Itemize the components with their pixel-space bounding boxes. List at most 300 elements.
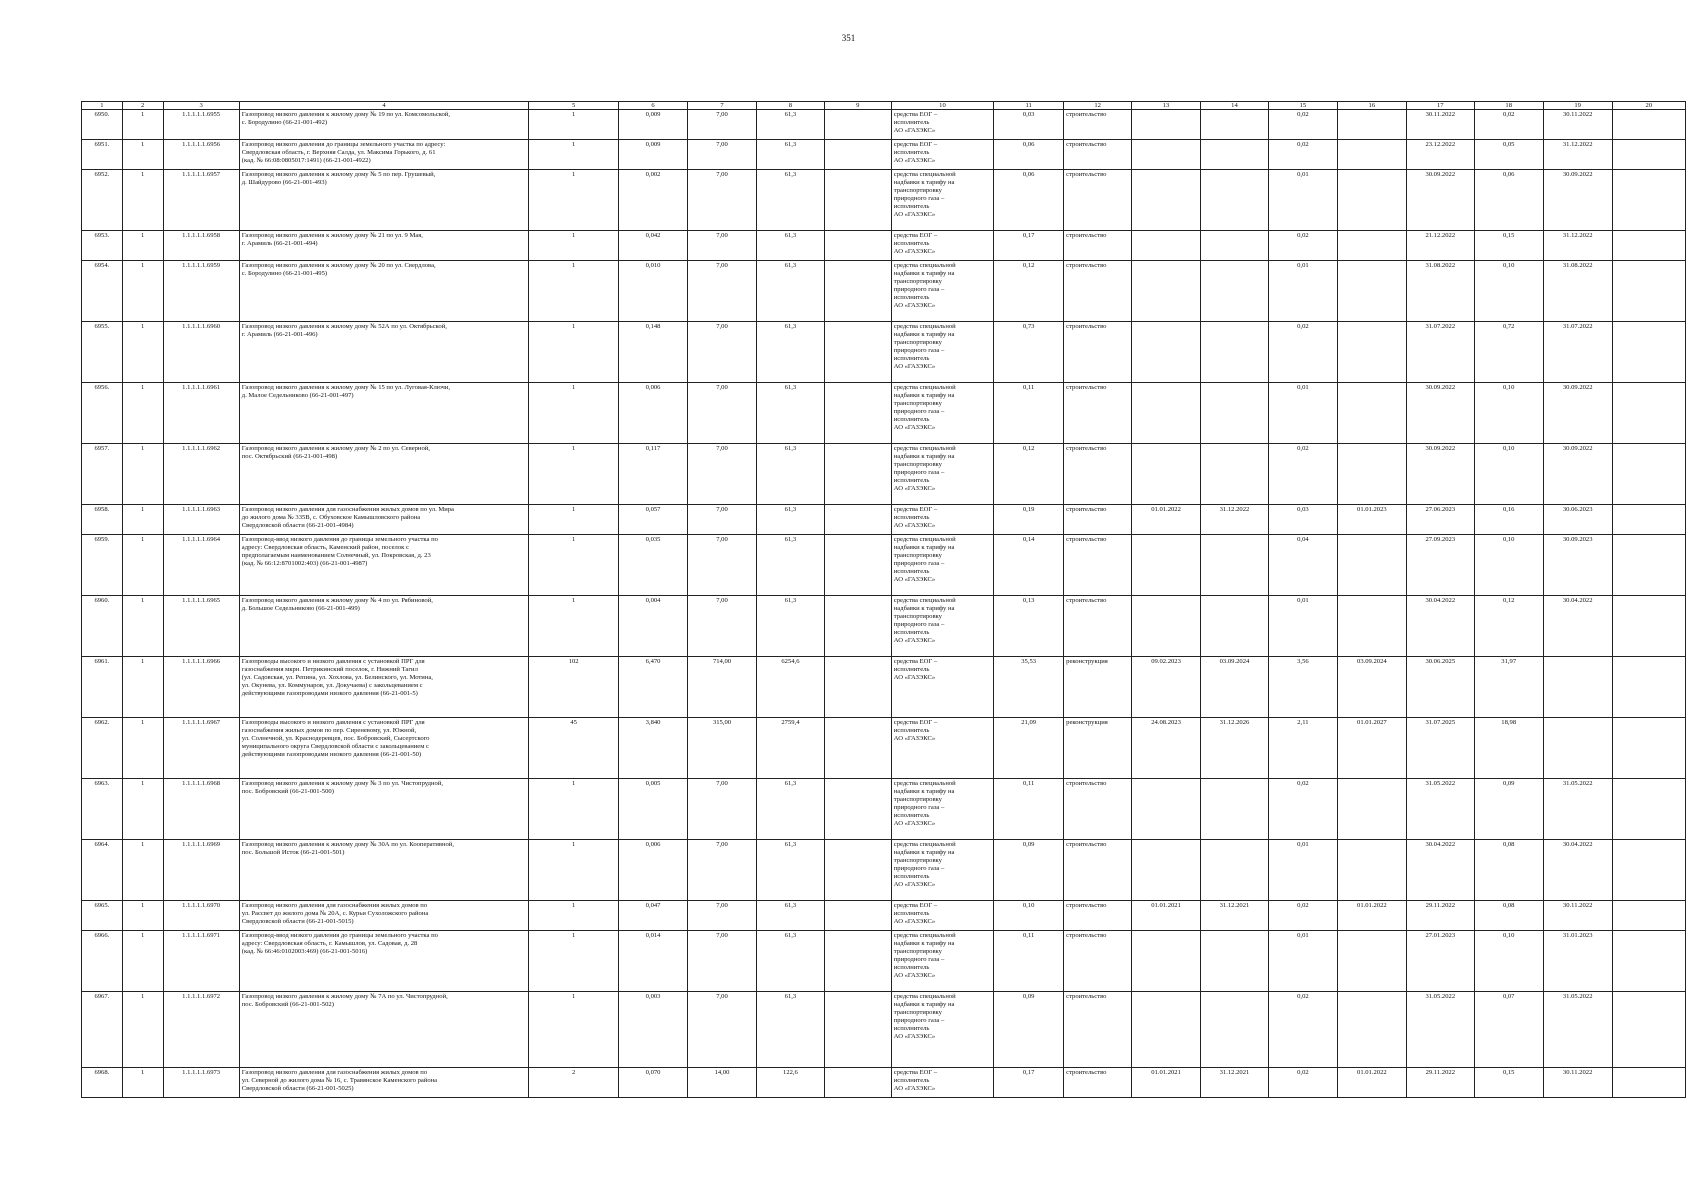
- funding-source-cell: средства специальной надбавки к тарифу на транспортировку природного газа – исполнитель АО «ГАЗЭКС»: [891, 170, 993, 231]
- code-cell: 1.1.1.1.1.6959: [163, 261, 239, 322]
- col2-cell: 1: [122, 718, 163, 779]
- col11-cell: 35,53: [994, 657, 1064, 718]
- col8-cell: 61,3: [756, 322, 824, 383]
- col18-cell: 0,10: [1474, 931, 1543, 992]
- col18-cell: 0,09: [1474, 779, 1543, 840]
- col2-cell: 1: [122, 322, 163, 383]
- start-date-cell: [1132, 140, 1201, 170]
- col5-cell: 1: [529, 840, 619, 901]
- col7-cell: 7,00: [688, 779, 757, 840]
- col15-cell: 2,11: [1268, 718, 1337, 779]
- table-row: [82, 840, 1686, 901]
- row-number: 6954.: [82, 261, 123, 322]
- col5-cell: 1: [529, 322, 619, 383]
- end-date-cell: [1201, 779, 1269, 840]
- end-date-cell: 31.12.2021: [1201, 1068, 1269, 1098]
- column-number: 12: [1064, 102, 1132, 110]
- col9-cell: [824, 261, 891, 322]
- start-date-cell: [1132, 383, 1201, 444]
- start-date-cell: [1132, 444, 1201, 505]
- work-type-cell: строительство: [1064, 140, 1132, 170]
- col7-cell: 315,00: [688, 718, 757, 779]
- row-number: 6951.: [82, 140, 123, 170]
- col8-cell: 61,3: [756, 231, 824, 261]
- col20-cell: [1612, 931, 1685, 992]
- work-type-cell: строительство: [1064, 535, 1132, 596]
- funding-source-cell: средства ЕОГ – исполнитель АО «ГАЗЭКС»: [891, 140, 993, 170]
- col20-cell: [1612, 596, 1685, 657]
- col7-cell: 7,00: [688, 110, 757, 140]
- work-type-cell: строительство: [1064, 901, 1132, 931]
- col9-cell: [824, 657, 891, 718]
- col16-cell: [1337, 170, 1406, 231]
- object-name-cell: Газопроводы высокого и низкого давления с установкой ПРГ для газоснабжения мкрн. Петрикинский поселок, г. Нижний Тагил (ул. Садовская, ул. Репина, ул. Хохлова, ул. Белинского, ул. Мотина, ул. Окунева, ул. Коммунаров, ул. Докучаева) с закольцеванием с действующими газопроводами низкого давления (66-21-001-5): [239, 657, 528, 718]
- col19-date-cell: [1543, 718, 1612, 779]
- column-number: 4: [239, 102, 528, 110]
- object-name-cell: Газопровод низкого давления к жилому дому № 3 по ул. Чистопрудной, пос. Бобровский (66-21-001-500): [239, 779, 528, 840]
- col9-cell: [824, 992, 891, 1068]
- col15-cell: 3,56: [1268, 657, 1337, 718]
- funding-source-cell: средства специальной надбавки к тарифу на транспортировку природного газа – исполнитель АО «ГАЗЭКС»: [891, 322, 993, 383]
- completion-date-cell: 27.09.2023: [1406, 535, 1474, 596]
- col16-cell: [1337, 444, 1406, 505]
- row-number: 6953.: [82, 231, 123, 261]
- start-date-cell: 01.01.2021: [1132, 901, 1201, 931]
- col19-date-cell: 30.09.2022: [1543, 383, 1612, 444]
- column-number: 13: [1132, 102, 1201, 110]
- code-cell: 1.1.1.1.1.6962: [163, 444, 239, 505]
- length-cell: 0,070: [619, 1068, 688, 1098]
- col15-cell: 0,01: [1268, 261, 1337, 322]
- end-date-cell: [1201, 535, 1269, 596]
- col15-cell: 0,01: [1268, 596, 1337, 657]
- col18-cell: 0,10: [1474, 383, 1543, 444]
- length-cell: 0,042: [619, 231, 688, 261]
- row-number: 6962.: [82, 718, 123, 779]
- table-row: [82, 261, 1686, 322]
- col5-cell: 1: [529, 383, 619, 444]
- completion-date-cell: 31.08.2022: [1406, 261, 1474, 322]
- col5-cell: 1: [529, 535, 619, 596]
- col15-cell: 0,01: [1268, 170, 1337, 231]
- object-name-cell: Газопровод низкого давления к жилому дому № 5 по пер. Грушевый, д. Шайдурово (66-21-001-493): [239, 170, 528, 231]
- col19-date-cell: 30.11.2022: [1543, 110, 1612, 140]
- end-date-cell: [1201, 992, 1269, 1068]
- length-cell: 0,035: [619, 535, 688, 596]
- col20-cell: [1612, 718, 1685, 779]
- col9-cell: [824, 322, 891, 383]
- work-type-cell: строительство: [1064, 505, 1132, 535]
- end-date-cell: [1201, 170, 1269, 231]
- work-type-cell: строительство: [1064, 110, 1132, 140]
- work-type-cell: строительство: [1064, 931, 1132, 992]
- object-name-cell: Газопровод низкого давления к жилому дому № 21 по ул. 9 Мая, г. Арамиль (66-21-001-494): [239, 231, 528, 261]
- col15-cell: 0,01: [1268, 383, 1337, 444]
- col7-cell: 7,00: [688, 596, 757, 657]
- col16-cell: 01.01.2022: [1337, 1068, 1406, 1098]
- col20-cell: [1612, 140, 1685, 170]
- table-row: [82, 383, 1686, 444]
- object-name-cell: Газопровод низкого давления для газоснабжения жилых домов по ул. Северной до жилого дома № 16, с. Травянское Каменского района Свердловской области (66-21-001-5025): [239, 1068, 528, 1098]
- col20-cell: [1612, 110, 1685, 140]
- object-name-cell: Газопроводы высокого и низкого давления с установкой ПРГ для газоснабжения жилых домов по пер. Сиреневому, ул. Южной, ул. Солнечной, ул. Краснодеревцев, пос. Бобровский, Сысертского муниципального округа Свердловской области с закольцеванием с действующими газопроводами низкого давления (66-21-001-50): [239, 718, 528, 779]
- object-name-cell: Газопровод-ввод низкого давления до границы земельного участка по адресу: Свердловская область, г. Камышлов, ул. Садовая, д. 28 (кад. № 66:46:0102003:469) (66-21-001-5016): [239, 931, 528, 992]
- work-type-cell: строительство: [1064, 444, 1132, 505]
- completion-date-cell: 29.11.2022: [1406, 901, 1474, 931]
- col18-cell: 0,72: [1474, 322, 1543, 383]
- col20-cell: [1612, 505, 1685, 535]
- col19-date-cell: 31.07.2022: [1543, 322, 1612, 383]
- col2-cell: 1: [122, 231, 163, 261]
- length-cell: 0,006: [619, 383, 688, 444]
- col19-date-cell: 31.12.2022: [1543, 231, 1612, 261]
- object-name-cell: Газопровод низкого давления к жилому дому № 7А по ул. Чистопрудной, пос. Бобровский (66-21-001-502): [239, 992, 528, 1068]
- end-date-cell: [1201, 231, 1269, 261]
- col5-cell: 1: [529, 931, 619, 992]
- row-number: 6957.: [82, 444, 123, 505]
- col2-cell: 1: [122, 140, 163, 170]
- col8-cell: 61,3: [756, 505, 824, 535]
- col8-cell: 61,3: [756, 110, 824, 140]
- row-number: 6964.: [82, 840, 123, 901]
- col9-cell: [824, 779, 891, 840]
- col5-cell: 1: [529, 596, 619, 657]
- start-date-cell: [1132, 992, 1201, 1068]
- object-name-cell: Газопровод низкого давления к жилому дому № 2 по ул. Северной, пос. Октябрьский (66-21-001-498): [239, 444, 528, 505]
- table-row: [82, 535, 1686, 596]
- row-number: 6950.: [82, 110, 123, 140]
- row-number: 6959.: [82, 535, 123, 596]
- completion-date-cell: 30.09.2022: [1406, 444, 1474, 505]
- col20-cell: [1612, 840, 1685, 901]
- col20-cell: [1612, 1068, 1685, 1098]
- col7-cell: 7,00: [688, 992, 757, 1068]
- page-number: 351: [841, 33, 856, 43]
- col2-cell: 1: [122, 596, 163, 657]
- col20-cell: [1612, 992, 1685, 1068]
- row-number: 6961.: [82, 657, 123, 718]
- col16-cell: [1337, 140, 1406, 170]
- col7-cell: 7,00: [688, 322, 757, 383]
- col20-cell: [1612, 322, 1685, 383]
- investment-register-table: [81, 101, 1686, 1098]
- col19-date-cell: 31.01.2023: [1543, 931, 1612, 992]
- col8-cell: 122,6: [756, 1068, 824, 1098]
- col16-cell: [1337, 261, 1406, 322]
- start-date-cell: 24.08.2023: [1132, 718, 1201, 779]
- col11-cell: 0,73: [994, 322, 1064, 383]
- start-date-cell: 01.01.2022: [1132, 505, 1201, 535]
- col5-cell: 1: [529, 505, 619, 535]
- row-number: 6960.: [82, 596, 123, 657]
- col5-cell: 1: [529, 779, 619, 840]
- col5-cell: 1: [529, 444, 619, 505]
- col20-cell: [1612, 383, 1685, 444]
- code-cell: 1.1.1.1.1.6956: [163, 140, 239, 170]
- table-row: [82, 596, 1686, 657]
- col5-cell: 1: [529, 170, 619, 231]
- col18-cell: 0,05: [1474, 140, 1543, 170]
- col5-cell: 2: [529, 1068, 619, 1098]
- start-date-cell: [1132, 261, 1201, 322]
- col8-cell: 61,3: [756, 901, 824, 931]
- table-row: [82, 110, 1686, 140]
- end-date-cell: [1201, 322, 1269, 383]
- col9-cell: [824, 383, 891, 444]
- work-type-cell: строительство: [1064, 170, 1132, 231]
- column-number: 8: [756, 102, 824, 110]
- col11-cell: 0,11: [994, 779, 1064, 840]
- code-cell: 1.1.1.1.1.6957: [163, 170, 239, 231]
- table-row: [82, 718, 1686, 779]
- col19-date-cell: 30.09.2023: [1543, 535, 1612, 596]
- length-cell: 0,009: [619, 140, 688, 170]
- column-number: 3: [163, 102, 239, 110]
- col19-date-cell: 30.04.2022: [1543, 596, 1612, 657]
- end-date-cell: [1201, 931, 1269, 992]
- col18-cell: 0,10: [1474, 535, 1543, 596]
- column-number: 20: [1612, 102, 1685, 110]
- funding-source-cell: средства ЕОГ – исполнитель АО «ГАЗЭКС»: [891, 231, 993, 261]
- end-date-cell: [1201, 444, 1269, 505]
- col9-cell: [824, 718, 891, 779]
- object-name-cell: Газопровод низкого давления до границы земельного участка по адресу: Свердловская область, г. Верхняя Салда, ул. Максима Горького, д. 61 (кад. № 66:08:0805017:1491) (66-21-001-4922): [239, 140, 528, 170]
- col18-cell: 0,16: [1474, 505, 1543, 535]
- col2-cell: 1: [122, 779, 163, 840]
- table-row: [82, 657, 1686, 718]
- end-date-cell: [1201, 261, 1269, 322]
- work-type-cell: строительство: [1064, 840, 1132, 901]
- code-cell: 1.1.1.1.1.6964: [163, 535, 239, 596]
- col20-cell: [1612, 657, 1685, 718]
- row-number: 6966.: [82, 931, 123, 992]
- col8-cell: 61,3: [756, 992, 824, 1068]
- completion-date-cell: 21.12.2022: [1406, 231, 1474, 261]
- col5-cell: 1: [529, 110, 619, 140]
- col8-cell: 2759,4: [756, 718, 824, 779]
- col16-cell: [1337, 992, 1406, 1068]
- length-cell: 0,010: [619, 261, 688, 322]
- col11-cell: 0,11: [994, 931, 1064, 992]
- col9-cell: [824, 170, 891, 231]
- length-cell: 0,006: [619, 840, 688, 901]
- col7-cell: 7,00: [688, 261, 757, 322]
- funding-source-cell: средства ЕОГ – исполнитель АО «ГАЗЭКС»: [891, 505, 993, 535]
- col15-cell: 0,02: [1268, 444, 1337, 505]
- funding-source-cell: средства ЕОГ – исполнитель АО «ГАЗЭКС»: [891, 1068, 993, 1098]
- object-name-cell: Газопровод низкого давления к жилому дому № 19 по ул. Комсомольской, с. Бородулино (66-21-001-492): [239, 110, 528, 140]
- funding-source-cell: средства специальной надбавки к тарифу на транспортировку природного газа – исполнитель АО «ГАЗЭКС»: [891, 840, 993, 901]
- col15-cell: 0,02: [1268, 901, 1337, 931]
- col11-cell: 0,06: [994, 170, 1064, 231]
- work-type-cell: строительство: [1064, 992, 1132, 1068]
- table-row: [82, 140, 1686, 170]
- code-cell: 1.1.1.1.1.6968: [163, 779, 239, 840]
- col18-cell: 0,07: [1474, 992, 1543, 1068]
- start-date-cell: [1132, 535, 1201, 596]
- row-number: 6958.: [82, 505, 123, 535]
- code-cell: 1.1.1.1.1.6966: [163, 657, 239, 718]
- start-date-cell: 01.01.2021: [1132, 1068, 1201, 1098]
- completion-date-cell: 23.12.2022: [1406, 140, 1474, 170]
- table-row: [82, 322, 1686, 383]
- length-cell: 3,840: [619, 718, 688, 779]
- col20-cell: [1612, 779, 1685, 840]
- col11-cell: 0,03: [994, 110, 1064, 140]
- completion-date-cell: 31.07.2022: [1406, 322, 1474, 383]
- col7-cell: 7,00: [688, 535, 757, 596]
- code-cell: 1.1.1.1.1.6958: [163, 231, 239, 261]
- col7-cell: 7,00: [688, 231, 757, 261]
- col7-cell: 7,00: [688, 840, 757, 901]
- col18-cell: 0,10: [1474, 261, 1543, 322]
- col16-cell: 01.01.2023: [1337, 505, 1406, 535]
- start-date-cell: [1132, 779, 1201, 840]
- col11-cell: 0,13: [994, 596, 1064, 657]
- funding-source-cell: средства специальной надбавки к тарифу на транспортировку природного газа – исполнитель АО «ГАЗЭКС»: [891, 444, 993, 505]
- work-type-cell: строительство: [1064, 383, 1132, 444]
- column-number: 14: [1201, 102, 1269, 110]
- col15-cell: 0,03: [1268, 505, 1337, 535]
- end-date-cell: 31.12.2022: [1201, 505, 1269, 535]
- end-date-cell: 03.09.2024: [1201, 657, 1269, 718]
- col18-cell: 0,15: [1474, 1068, 1543, 1098]
- code-cell: 1.1.1.1.1.6972: [163, 992, 239, 1068]
- object-name-cell: Газопровод низкого давления к жилому дому № 4 по ул. Рябиновой, д. Большое Седельниково (66-21-001-499): [239, 596, 528, 657]
- col2-cell: 1: [122, 170, 163, 231]
- end-date-cell: 31.12.2026: [1201, 718, 1269, 779]
- funding-source-cell: средства ЕОГ – исполнитель АО «ГАЗЭКС»: [891, 901, 993, 931]
- row-number: 6963.: [82, 779, 123, 840]
- col9-cell: [824, 444, 891, 505]
- column-number: 11: [994, 102, 1064, 110]
- funding-source-cell: средства специальной надбавки к тарифу на транспортировку природного газа – исполнитель АО «ГАЗЭКС»: [891, 992, 993, 1068]
- code-cell: 1.1.1.1.1.6960: [163, 322, 239, 383]
- column-number: 2: [122, 102, 163, 110]
- object-name-cell: Газопровод низкого давления для газоснабжения жилых домов по ул. Рассвет до жилого дома № 20А, с. Курьи Сухоложского района Свердловской области (66-21-001-5015): [239, 901, 528, 931]
- end-date-cell: [1201, 110, 1269, 140]
- col15-cell: 0,02: [1268, 779, 1337, 840]
- object-name-cell: Газопровод-ввод низкого давления до границы земельного участка по адресу: Свердловская область, Каменский район, поселок с предполагаемым наименованием Солнечный, ул. Покровская, д. 23 (кад. № 66:12:8701002:403) (66-21-001-4987): [239, 535, 528, 596]
- col18-cell: 0,06: [1474, 170, 1543, 231]
- col8-cell: 6254,6: [756, 657, 824, 718]
- col16-cell: [1337, 110, 1406, 140]
- col5-cell: 1: [529, 992, 619, 1068]
- col2-cell: 1: [122, 901, 163, 931]
- col11-cell: 0,10: [994, 901, 1064, 931]
- code-cell: 1.1.1.1.1.6967: [163, 718, 239, 779]
- completion-date-cell: 30.04.2022: [1406, 840, 1474, 901]
- col11-cell: 21,09: [994, 718, 1064, 779]
- completion-date-cell: 30.04.2022: [1406, 596, 1474, 657]
- funding-source-cell: средства специальной надбавки к тарифу на транспортировку природного газа – исполнитель АО «ГАЗЭКС»: [891, 535, 993, 596]
- work-type-cell: строительство: [1064, 261, 1132, 322]
- length-cell: 0,057: [619, 505, 688, 535]
- length-cell: 0,005: [619, 779, 688, 840]
- table-row: [82, 170, 1686, 231]
- row-number: 6955.: [82, 322, 123, 383]
- object-name-cell: Газопровод низкого давления для газоснабжения жилых домов по ул. Мира до жилого дома № 335В, с. Обуховское Камышловского района Свердловской области (66-21-001-4984): [239, 505, 528, 535]
- col2-cell: 1: [122, 657, 163, 718]
- work-type-cell: строительство: [1064, 231, 1132, 261]
- col2-cell: 1: [122, 840, 163, 901]
- code-cell: 1.1.1.1.1.6963: [163, 505, 239, 535]
- start-date-cell: [1132, 170, 1201, 231]
- col19-date-cell: 30.06.2023: [1543, 505, 1612, 535]
- col19-date-cell: 31.08.2022: [1543, 261, 1612, 322]
- col7-cell: 7,00: [688, 383, 757, 444]
- col16-cell: [1337, 535, 1406, 596]
- col9-cell: [824, 110, 891, 140]
- start-date-cell: [1132, 931, 1201, 992]
- row-number: 6967.: [82, 992, 123, 1068]
- column-number: 6: [619, 102, 688, 110]
- object-name-cell: Газопровод низкого давления к жилому дому № 30А по ул. Кооперативной, пос. Большой Исток (66-21-001-501): [239, 840, 528, 901]
- completion-date-cell: 30.11.2022: [1406, 110, 1474, 140]
- col7-cell: 7,00: [688, 901, 757, 931]
- completion-date-cell: 29.11.2022: [1406, 1068, 1474, 1098]
- column-number: 16: [1337, 102, 1406, 110]
- end-date-cell: [1201, 140, 1269, 170]
- completion-date-cell: 31.05.2022: [1406, 992, 1474, 1068]
- col11-cell: 0,12: [994, 261, 1064, 322]
- work-type-cell: реконструкция: [1064, 718, 1132, 779]
- row-number: 6956.: [82, 383, 123, 444]
- work-type-cell: строительство: [1064, 1068, 1132, 1098]
- col11-cell: 0,17: [994, 1068, 1064, 1098]
- col7-cell: 7,00: [688, 140, 757, 170]
- length-cell: 0,002: [619, 170, 688, 231]
- col5-cell: 1: [529, 901, 619, 931]
- column-number: 9: [824, 102, 891, 110]
- col8-cell: 61,3: [756, 140, 824, 170]
- end-date-cell: 31.12.2021: [1201, 901, 1269, 931]
- col11-cell: 0,17: [994, 231, 1064, 261]
- column-number: 19: [1543, 102, 1612, 110]
- table-row: [82, 779, 1686, 840]
- col15-cell: 0,02: [1268, 110, 1337, 140]
- col20-cell: [1612, 901, 1685, 931]
- work-type-cell: реконструкция: [1064, 657, 1132, 718]
- col7-cell: 7,00: [688, 931, 757, 992]
- col18-cell: 31,97: [1474, 657, 1543, 718]
- length-cell: 0,004: [619, 596, 688, 657]
- col15-cell: 0,01: [1268, 931, 1337, 992]
- col9-cell: [824, 596, 891, 657]
- col2-cell: 1: [122, 383, 163, 444]
- completion-date-cell: 31.07.2025: [1406, 718, 1474, 779]
- table-row: [82, 931, 1686, 992]
- col16-cell: [1337, 383, 1406, 444]
- col16-cell: [1337, 931, 1406, 992]
- col19-date-cell: 30.09.2022: [1543, 170, 1612, 231]
- col8-cell: 61,3: [756, 840, 824, 901]
- end-date-cell: [1201, 596, 1269, 657]
- row-number: 6965.: [82, 901, 123, 931]
- col16-cell: [1337, 840, 1406, 901]
- col5-cell: 1: [529, 261, 619, 322]
- col18-cell: 0,12: [1474, 596, 1543, 657]
- col19-date-cell: 30.04.2022: [1543, 840, 1612, 901]
- col2-cell: 1: [122, 535, 163, 596]
- completion-date-cell: 27.01.2023: [1406, 931, 1474, 992]
- code-cell: 1.1.1.1.1.6973: [163, 1068, 239, 1098]
- col16-cell: 01.01.2022: [1337, 901, 1406, 931]
- col5-cell: 45: [529, 718, 619, 779]
- funding-source-cell: средства специальной надбавки к тарифу на транспортировку природного газа – исполнитель АО «ГАЗЭКС»: [891, 596, 993, 657]
- column-number: 15: [1268, 102, 1337, 110]
- length-cell: 0,014: [619, 931, 688, 992]
